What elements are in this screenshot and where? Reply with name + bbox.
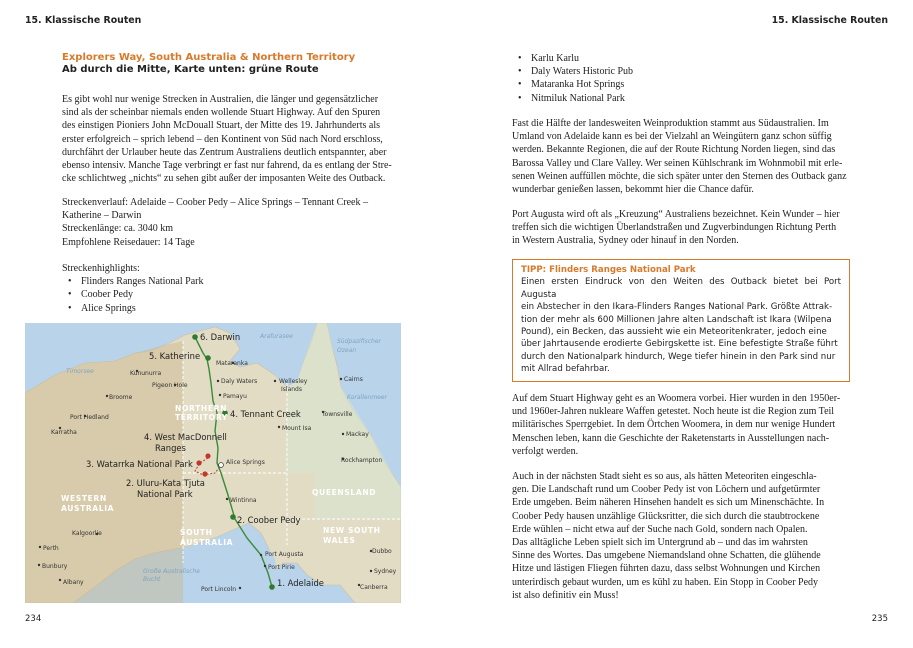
text-line: durch den Nationalpark hindurch, Wege tiefer hinein in den Park sind nur bbox=[521, 351, 836, 362]
highlights-continued bbox=[512, 52, 852, 105]
text-line: Es gibt wohl nur wenige Strecken in Australien, die länger und gegensätzlicher bbox=[62, 94, 379, 105]
town-label: Wellesley bbox=[279, 378, 308, 385]
text-line: wunderbar genießen lassen, bekommt hier die Chance dafür. bbox=[512, 184, 754, 196]
route-title: Explorers Way, South Australia & Northern Territory bbox=[62, 52, 356, 63]
sea-label: Bucht bbox=[143, 576, 161, 583]
town-label: Alice Springs bbox=[226, 459, 265, 466]
town-label: Port Lincoln bbox=[201, 586, 237, 593]
region-label: WALES bbox=[323, 536, 356, 545]
text-line: Sinne des Wortes. Das umgebene Niemandsland ohne Schatten, die glühende bbox=[512, 550, 821, 562]
town-label: Sydney bbox=[374, 568, 397, 575]
text-line: des einstigen Pioniers John McDouall Stuart, der Mitte des 19. Jahrhunderts als bbox=[62, 120, 381, 132]
text-line: gen. Die Landschaft rund um Coober Pedy ist von Löchern und aufgetürmter bbox=[512, 484, 821, 496]
stop-label: 6. Darwin bbox=[200, 332, 241, 342]
text-line: Erde umgeben. Beim näheren Hinsehen handelt es sich um Minenschächte. In bbox=[512, 497, 825, 509]
text-line: Auch in der nächsten Stadt sieht es so aus, als hätten Meteoriten eingeschla- bbox=[512, 471, 817, 482]
text-line: über Jahrtausende erodierte Gebirgskette ist. Eine befestigte Straße führt bbox=[521, 339, 838, 350]
town-label: Townsville bbox=[322, 411, 353, 418]
text-line: treffen sich die wichtigen Überlandstraßen und Zugverbindungen Richtung Perth bbox=[512, 222, 837, 234]
text-line: unterirdisch gebaut wurden, um es kühl zu haben. Ein Stopp in Coober Pedy bbox=[512, 576, 819, 588]
text-line: werden. Bekannte Regionen, die auf der Route Richtung Norden liegen, sind das bbox=[512, 144, 836, 156]
town-label: Cairns bbox=[344, 376, 363, 383]
region-label: SOUTH bbox=[180, 528, 213, 537]
list-item: • Coober Pedy bbox=[62, 288, 402, 301]
stop-label: Ranges bbox=[155, 443, 186, 453]
list-item: • Nitmiluk National Park bbox=[512, 92, 852, 105]
town-label: Mount Isa bbox=[282, 425, 312, 432]
text-line: erster erfolgreich – sprich lebend – den Kontinent von Süd nach Nord erschloss, bbox=[62, 133, 383, 145]
intro-paragraph bbox=[62, 93, 402, 185]
text-line: Port Augusta wird oft als „Kreuzung“ Australiens bezeichnet. Kein Wunder – hier bbox=[512, 209, 840, 220]
town-label: Port Pirie bbox=[268, 564, 295, 571]
town-label: Broome bbox=[109, 394, 133, 401]
region-label: TERRITORY bbox=[175, 413, 228, 422]
stop-label: 5. Katherine bbox=[149, 351, 201, 361]
town-label: Mataranka bbox=[216, 360, 248, 367]
right-page bbox=[457, 0, 913, 648]
text-line: Umland von Adelaide kann es bei der Vielzahl an Weingütern ganz schon süffig bbox=[512, 131, 832, 143]
town-label: Canberra bbox=[360, 584, 388, 591]
text-line: Katherine – Darwin bbox=[62, 210, 142, 222]
stop-label: 4. Tennant Creek bbox=[230, 409, 301, 419]
town-label: Pamayu bbox=[223, 393, 247, 400]
running-head-right: 15. Klassische Routen bbox=[771, 15, 888, 26]
region-label: AUSTRALIA bbox=[180, 538, 234, 547]
text-line: Barossa Valley und Clare Valley. Wer seinen Kühlschrank im Wohnmobil mit erle- bbox=[512, 157, 843, 169]
stop-marker-uluru bbox=[202, 471, 207, 476]
town-label: Pigeon Hole bbox=[152, 382, 188, 389]
town-label: Mackay bbox=[346, 431, 369, 438]
list-item: • Mataranka Hot Springs bbox=[512, 78, 852, 91]
route-heading bbox=[62, 52, 402, 75]
text-line: Einen ersten Eindruck von den Weiten des Outback bietet bei Port Augusta bbox=[521, 277, 841, 300]
sea-label: Ozean bbox=[337, 347, 357, 354]
town-marker-alice-springs bbox=[219, 463, 224, 468]
town-label: Albany bbox=[63, 579, 84, 586]
route-subtitle: Ab durch die Mitte, Karte unten: grüne Route bbox=[62, 64, 319, 75]
region-label: NORTHERN bbox=[175, 404, 228, 413]
text-line: Erde wühlen – nicht etwa auf der Suche nach Gold, sondern nach Opalen. bbox=[512, 523, 808, 535]
region-label: WESTERN bbox=[61, 494, 107, 503]
highlights-list bbox=[512, 52, 852, 105]
text-line: Fast die Hälfte der landesweiten Weinproduktion stammt aus Südaustralien. Im bbox=[512, 118, 829, 129]
sea-label: Timorsee bbox=[66, 368, 94, 375]
text-line: Streckenlänge: ca. 3040 km bbox=[62, 223, 174, 235]
region-label: AUSTRALIA bbox=[61, 504, 115, 513]
text-line: Pound), ein Becken, das aussieht wie ein Meteoritenkrater, jedoch eine bbox=[521, 327, 827, 338]
stop-marker-darwin bbox=[192, 334, 198, 340]
text-line: Coober Pedy hausen unzählige Glücksritter, die sich durch die staubtrockene bbox=[512, 510, 820, 522]
running-head-left: 15. Klassische Routen bbox=[25, 15, 142, 26]
text-line: cke schlichtweg „nichts“ zu sehen gibt außer der imposanten Weite des Outback. bbox=[62, 173, 386, 185]
text-line: Hitze und lästigen Fliegen führten dazu, dass selbst Wohnungen und Kirchen bbox=[512, 563, 821, 575]
town-label: Kununurra bbox=[130, 370, 162, 377]
text-line: senen Weinen auffüllen möchte, die sich später unter den Sternen des Outback ganz bbox=[512, 170, 847, 182]
highlights-block bbox=[62, 262, 402, 315]
text-line: und 1960er-Jahren nukleare Waffen getestet. Noch heute ist die Region zum Teil bbox=[512, 406, 835, 418]
text-line: durchfährt der Urlauber heute das Zentrum Australiens deutlich entspannter, aber bbox=[62, 146, 387, 158]
coober-pedy-paragraph bbox=[512, 470, 852, 602]
left-page bbox=[0, 0, 456, 648]
list-item: • Karlu Karlu bbox=[512, 52, 852, 65]
tip-box bbox=[512, 259, 850, 382]
highlights-list bbox=[62, 275, 402, 315]
town-label: Wintinna bbox=[230, 497, 257, 504]
highlights-heading: Streckenhighlights: bbox=[62, 263, 140, 274]
wine-paragraph bbox=[512, 117, 852, 196]
list-item: • Flinders Ranges National Park bbox=[62, 275, 402, 288]
woomera-paragraph bbox=[512, 392, 852, 458]
text-line: militärisches Sperrgebiet. In dem Örtchen Woomera, in dem nur wenige Hundert bbox=[512, 419, 836, 431]
text-line: mit Allrad befahrbar. bbox=[521, 364, 610, 375]
town-label: Karratha bbox=[51, 429, 77, 436]
text-line: Menschen leben, kann die Geschichte der Raketenstarts in Ausstellungen nach- bbox=[512, 432, 830, 444]
text-line: Das alltägliche Leben spielt sich im Untergrund ab – und das im wahrsten bbox=[512, 537, 808, 549]
tip-title: TIPP: Flinders Ranges National Park bbox=[521, 265, 696, 275]
text-line: ebenso intensiv. Manche Tage verbringt er fast nur fahrend, da es entlang der Stre- bbox=[62, 160, 392, 172]
town-label: Port Hedland bbox=[70, 414, 109, 421]
sea-label: Große Australische bbox=[143, 568, 200, 575]
port-augusta-paragraph bbox=[512, 208, 852, 248]
town-label: Islands bbox=[281, 386, 302, 393]
town-label: Daly Waters bbox=[221, 378, 258, 385]
route-facts bbox=[62, 196, 402, 249]
sea-label: Südpazifischer bbox=[337, 338, 381, 345]
sea-label: Arafurasee bbox=[260, 333, 293, 340]
stop-label: 4. West MacDonnell bbox=[144, 432, 227, 442]
text-line: ein Abstecher in den Ikara-Flinders Ranges National Park. Größte Attrak- bbox=[521, 302, 833, 313]
town-label: Rockhampton bbox=[341, 457, 383, 464]
sea-label: Korallenmeer bbox=[347, 394, 388, 401]
region-label: NEW SOUTH bbox=[323, 526, 381, 535]
text-line: Streckenverlauf: Adelaide – Coober Pedy – Alice Springs – Tennant Creek – bbox=[62, 197, 368, 208]
route-map bbox=[25, 323, 401, 603]
text-line: Auf dem Stuart Highway geht es an Woomera vorbei. Hier wurden in den 1950er- bbox=[512, 393, 841, 404]
stop-label: National Park bbox=[137, 489, 193, 499]
stop-marker-watarrka bbox=[196, 460, 201, 465]
town-label: Port Augusta bbox=[265, 551, 304, 558]
text-line: sind als der scheinbar niemals enden wollende Stuart Highway. Auf den Spuren bbox=[62, 107, 381, 119]
page-number-right: 235 bbox=[871, 614, 888, 624]
town-label: Perth bbox=[43, 545, 59, 552]
list-item: • Alice Springs bbox=[62, 302, 402, 315]
stop-label: 1. Adelaide bbox=[277, 578, 324, 588]
text-line: Empfohlene Reisedauer: 14 Tage bbox=[62, 236, 195, 248]
town-label: Dubbo bbox=[372, 548, 392, 555]
region-label: QUEENSLAND bbox=[312, 488, 377, 497]
stop-label: 2. Uluru-Kata Tjuta bbox=[126, 478, 205, 488]
stop-label: 3. Watarrka National Park bbox=[86, 459, 193, 469]
text-line: verfolgt werden. bbox=[512, 445, 579, 457]
text-line: tion der mehr als 600 Millionen Jahre alten Landschaft ist Ikara (Wilpena bbox=[521, 314, 832, 325]
text-line: ist also definitiv ein Muss! bbox=[512, 589, 619, 601]
stop-marker-adelaide bbox=[269, 584, 275, 590]
stop-marker-coober-pedy bbox=[230, 514, 236, 520]
town-label: Bunbury bbox=[42, 563, 68, 570]
list-item: • Daly Waters Historic Pub bbox=[512, 65, 852, 78]
stop-marker-west-macdonnell bbox=[205, 453, 210, 458]
text-line: in Western Australia, Sydney oder hinauf in den Norden. bbox=[512, 235, 739, 247]
stop-marker-katherine bbox=[205, 355, 211, 361]
page-number-left: 234 bbox=[25, 614, 42, 624]
stop-label: 2. Coober Pedy bbox=[237, 515, 301, 525]
town-label: Kalgoorlie bbox=[72, 530, 102, 537]
